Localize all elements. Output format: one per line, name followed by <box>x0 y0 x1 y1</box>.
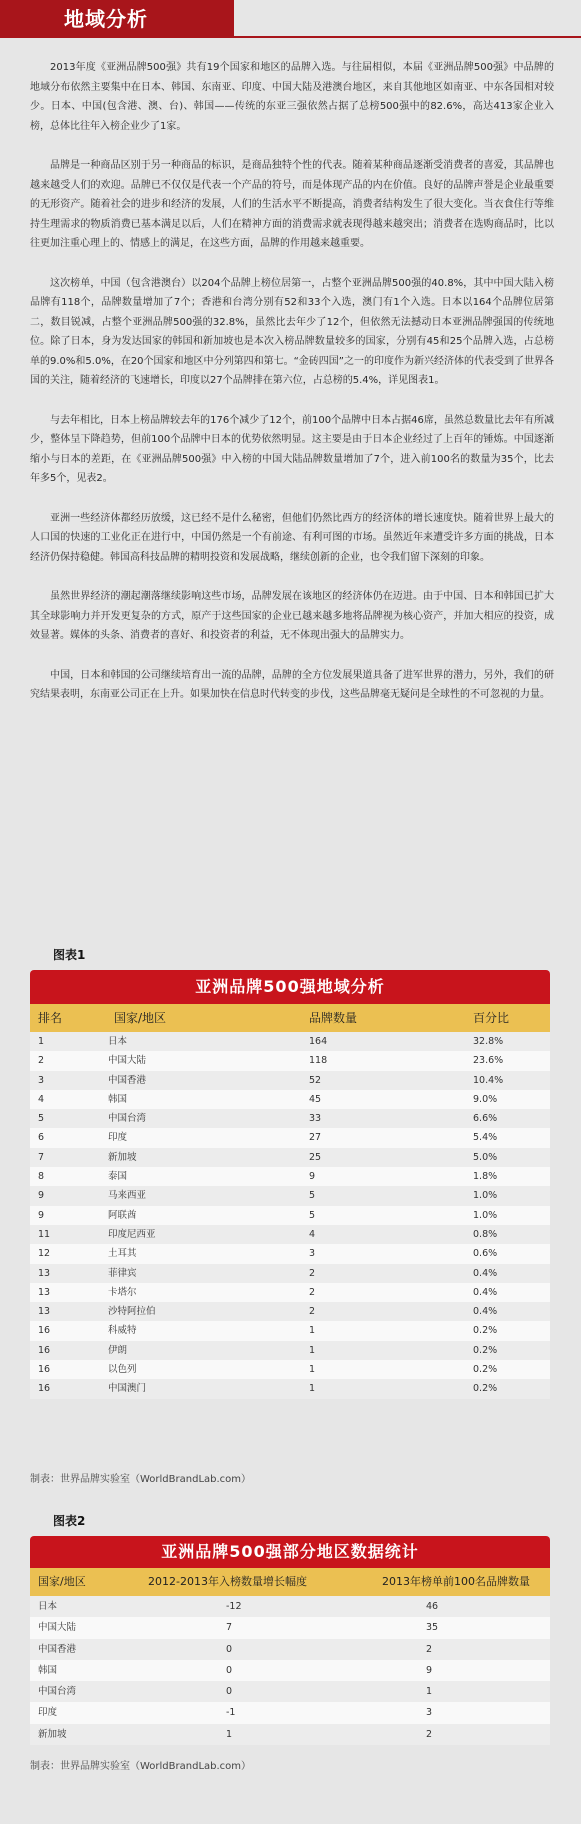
percent-cell: 0.2% <box>473 1364 498 1376</box>
rank-cell: 16 <box>38 1344 51 1356</box>
count-cell: 52 <box>309 1074 322 1086</box>
top100-cell: 2 <box>426 1728 433 1740</box>
growth-cell: 0 <box>226 1664 233 1676</box>
figure2-body <box>30 1596 550 1745</box>
region-cell: 土耳其 <box>108 1248 137 1260</box>
paragraph: 中国，日本和韩国的公司继续培育出一流的品牌，品牌的全方位发展果道具备了进军世界的潜力，另外，我们的研究结果表明，东南亚公司正在上升。如果加快在信息时代转变的步伐，这些品牌毫无疑问是全球性的不可忽视的力量。 <box>30 669 554 700</box>
growth-cell: -1 <box>226 1707 236 1719</box>
rank-cell: 13 <box>38 1286 51 1298</box>
table-row <box>30 1167 550 1186</box>
col-header-count: 品牌数量 <box>309 1011 358 1025</box>
rank-cell: 9 <box>38 1190 45 1202</box>
region-cell: 中国澳门 <box>108 1383 147 1395</box>
region-cell: 泰国 <box>108 1171 128 1183</box>
count-cell: 5 <box>309 1190 316 1202</box>
table-row <box>30 1341 550 1360</box>
col-header-growth: 2012-2013年入榜数量增长幅度 <box>148 1575 307 1588</box>
count-cell: 118 <box>309 1055 328 1067</box>
region-cell: 以色列 <box>108 1364 137 1376</box>
count-cell: 2 <box>309 1306 316 1318</box>
table-row <box>30 1225 550 1244</box>
header-divider <box>0 36 581 38</box>
percent-cell: 5.4% <box>473 1132 498 1144</box>
top100-cell: 1 <box>426 1686 433 1698</box>
percent-cell: 9.0% <box>473 1093 498 1105</box>
region-cell: 中国香港 <box>108 1074 147 1086</box>
region-cell: 伊朗 <box>108 1344 128 1356</box>
table-row <box>30 1186 550 1205</box>
region-cell: 新加坡 <box>38 1728 67 1740</box>
region-cell: 日本 <box>108 1036 128 1047</box>
rank-cell: 2 <box>38 1055 45 1067</box>
paragraph: 与去年相比，日本上榜品牌较去年的176个减少了12个，前100个品牌中日本占据46席，虽然总数量比去年有所减少，整体呈下降趋势，但前100个品牌中日本的优势依然明显。这主要是由于日本企业经过了上百年的锤炼。中国逐渐缩小与日本的差距，在《亚洲品牌500强》中入榜的中国大陆品牌数量增加了7个，进入前100名的数量为35个，比去年多5个，见表2。 <box>30 414 554 484</box>
region-cell: 印度 <box>38 1707 58 1719</box>
region-cell: 印度 <box>108 1132 128 1144</box>
rank-cell: 16 <box>38 1325 51 1337</box>
table-row <box>30 1660 550 1681</box>
col-header-rank: 排名 <box>38 1011 63 1025</box>
col-header-region: 国家/地区 <box>38 1575 86 1588</box>
table-row <box>30 1109 550 1128</box>
percent-cell: 0.4% <box>473 1306 498 1318</box>
article-body <box>30 58 554 725</box>
region-cell: 韩国 <box>108 1093 128 1105</box>
count-cell: 1 <box>309 1364 316 1376</box>
rank-cell: 4 <box>38 1093 45 1105</box>
section-header <box>0 0 581 38</box>
growth-cell: 1 <box>226 1728 233 1740</box>
table-row <box>30 1283 550 1302</box>
rank-cell: 16 <box>38 1364 51 1376</box>
count-cell: 2 <box>309 1286 316 1298</box>
rank-cell: 7 <box>38 1151 45 1163</box>
count-cell: 45 <box>309 1093 322 1105</box>
figure1-body <box>30 1032 550 1399</box>
region-cell: 科威特 <box>108 1325 137 1337</box>
rank-cell: 3 <box>38 1074 45 1086</box>
region-cell: 日本 <box>38 1601 58 1612</box>
col-header-top100: 2013年榜单前100名品牌数量 <box>382 1575 530 1588</box>
count-cell: 164 <box>309 1036 328 1047</box>
table-row <box>30 1051 550 1070</box>
table-row <box>30 1128 550 1147</box>
top100-cell: 35 <box>426 1622 439 1634</box>
table-row <box>30 1681 550 1702</box>
region-cell: 中国大陆 <box>38 1622 77 1634</box>
growth-cell: 7 <box>226 1622 233 1634</box>
percent-cell: 0.2% <box>473 1325 498 1337</box>
paragraph: 2013年度《亚洲品牌500强》共有19个国家和地区的品牌入选。与往届相似，本届《亚洲品牌500强》中品牌的地域分布依然主要集中在日本、韩国、东南亚、印度、中国大陆及港澳台地区，来自其他地区如南亚、中东各国相对较少。日本、中国(包含港、澳、台)、韩国——传统的东亚三强依然占据了总榜500强中的82.6%，高达413家企业入榜，总体比往年入榜企业少了1家。 <box>30 62 554 132</box>
figure1-note: 制表：世界品牌实验室（WorldBrandLab.com） <box>30 1474 252 1485</box>
percent-cell: 10.4% <box>473 1074 504 1086</box>
region-cell: 印度尼西亚 <box>108 1228 156 1240</box>
paragraph: 虽然世界经济的潮起潮落继续影响这些市场，品牌发展在该地区的经济体仍在迈进。由于中国、日本和韩国已扩大其全球影响力并开发更复杂的方式，原产于这些国家的企业已越来越多地将品牌视为核心资产，并加大相应的投资，成效显著。媒体的头条、消费者的喜好、和投资者的利益，无不体现出强大的品牌实力。 <box>30 591 554 641</box>
figure1-header-row <box>30 1004 550 1032</box>
rank-cell: 11 <box>38 1228 51 1240</box>
table-row <box>30 1071 550 1090</box>
count-cell: 25 <box>309 1151 322 1163</box>
percent-cell: 6.6% <box>473 1113 498 1125</box>
table-row <box>30 1639 550 1660</box>
percent-cell: 1.0% <box>473 1190 498 1202</box>
region-cell: 阿联酋 <box>108 1209 137 1221</box>
rank-cell: 12 <box>38 1248 51 1260</box>
top100-cell: 9 <box>426 1664 433 1676</box>
table-row <box>30 1032 550 1051</box>
growth-cell: -12 <box>226 1601 242 1612</box>
top100-cell: 2 <box>426 1643 433 1655</box>
region-cell: 中国香港 <box>38 1643 77 1655</box>
table-row <box>30 1321 550 1340</box>
col-header-percent: 百分比 <box>473 1011 510 1025</box>
rank-cell: 1 <box>38 1036 45 1047</box>
figure1-label: 图表1 <box>53 948 86 962</box>
table-row <box>30 1596 550 1617</box>
percent-cell: 1.8% <box>473 1171 498 1183</box>
table-row <box>30 1360 550 1379</box>
top100-cell: 3 <box>426 1707 433 1719</box>
region-cell: 中国大陆 <box>108 1055 147 1067</box>
count-cell: 4 <box>309 1228 316 1240</box>
table-row <box>30 1379 550 1398</box>
percent-cell: 32.8% <box>473 1036 504 1047</box>
table-row <box>30 1244 550 1263</box>
count-cell: 1 <box>309 1344 316 1356</box>
region-cell: 中国台湾 <box>108 1113 147 1125</box>
table-row <box>30 1702 550 1723</box>
figure2-header-row <box>30 1568 550 1596</box>
percent-cell: 1.0% <box>473 1209 498 1221</box>
count-cell: 9 <box>309 1171 316 1183</box>
region-cell: 韩国 <box>38 1664 58 1676</box>
table-row <box>30 1090 550 1109</box>
percent-cell: 23.6% <box>473 1055 504 1067</box>
percent-cell: 0.4% <box>473 1286 498 1298</box>
figure2-table <box>30 1536 550 1745</box>
rank-cell: 5 <box>38 1113 45 1125</box>
paragraph: 品牌是一种商品区别于另一种商品的标识，是商品独特个性的代表。随着某种商品逐渐受消费者的喜爱，其品牌也越来越受人们的欢迎。品牌已不仅仅是代表一个产品的符号，而是体现产品的内在价值。良好的品牌声誉是企业最重要的无形资产。随着社会的进步和经济的发展，人们的生活水平不断提高，消费者结构发生了很大变化。当衣食住行等维持生理需求的物质消费已基本满足以后，人们在精神方面的消费需求就表现得越来越突出；消费者在选购商品时，比以往更加注重心理上的、情感上的满足，在这些方面，品牌的作用越来越重要。 <box>30 160 554 249</box>
region-cell: 中国台湾 <box>38 1686 77 1698</box>
figure1-table <box>30 970 550 1399</box>
percent-cell: 5.0% <box>473 1151 498 1163</box>
region-cell: 新加坡 <box>108 1151 137 1163</box>
table-row <box>30 1617 550 1638</box>
region-cell: 沙特阿拉伯 <box>108 1306 156 1318</box>
region-cell: 马来西亚 <box>108 1190 147 1202</box>
table-row <box>30 1206 550 1225</box>
count-cell: 33 <box>309 1113 322 1125</box>
percent-cell: 0.8% <box>473 1228 498 1240</box>
percent-cell: 0.6% <box>473 1248 498 1260</box>
rank-cell: 8 <box>38 1171 45 1183</box>
figure2-title: 亚洲品牌500强部分地区数据统计 <box>30 1536 550 1568</box>
region-cell: 卡塔尔 <box>108 1286 137 1298</box>
table-row <box>30 1724 550 1745</box>
growth-cell: 0 <box>226 1643 233 1655</box>
count-cell: 27 <box>309 1132 322 1144</box>
percent-cell: 0.2% <box>473 1383 498 1395</box>
rank-cell: 13 <box>38 1267 51 1279</box>
paragraph: 这次榜单，中国（包含港澳台）以204个品牌上榜位居第一，占整个亚洲品牌500强的40.8%，其中中国大陆入榜品牌有118个，品牌数量增加了7个；香港和台湾分别有52和33个入选，澳门有1个入选。日本以164个品牌位居第二，数目锐减，占整个亚洲品牌500强的32.8%，虽然比去年少了12个，但依然无法撼动日本亚洲品牌强国的传统地位。除了日本，身为发达国家的韩国和新加坡也是本次入榜品牌数量较多的国家，分别有45和25个品牌入选，占总榜单的9.0%和5.0%，在20个国家和地区中分列第四和第七。“金砖四国”之一的印度作为新兴经济体的代表受到了世界各国的关注，随着经济的飞速增长，印度以27个品牌排在第六位，占总榜的5.4%，详见图表1。 <box>30 277 554 386</box>
count-cell: 5 <box>309 1209 316 1221</box>
rank-cell: 13 <box>38 1306 51 1318</box>
rank-cell: 16 <box>38 1383 51 1395</box>
figure2-label: 图表2 <box>53 1514 86 1528</box>
paragraph: 亚洲一些经济体都经历放缓，这已经不是什么秘密，但他们仍然比西方的经济体的增长速度快。随着世界上最大的人口国的快速的工业化正在进行中，中国仍然是一个有前途、有利可图的市场。虽然近年来遭受许多方面的挑战，日本经济仍保持稳健。韩国高科技品牌的精明投资和发展战略，继续创新的企业，也令我们留下深刻的印象。 <box>30 512 554 563</box>
figure2-note: 制表：世界品牌实验室（WorldBrandLab.com） <box>30 1761 252 1772</box>
table-row <box>30 1302 550 1321</box>
top100-cell: 46 <box>426 1601 439 1612</box>
percent-cell: 0.4% <box>473 1267 498 1279</box>
table-row <box>30 1264 550 1283</box>
growth-cell: 0 <box>226 1686 233 1698</box>
count-cell: 2 <box>309 1267 316 1279</box>
section-title: 地域分析 <box>64 7 148 31</box>
figure1-title: 亚洲品牌500强地域分析 <box>30 970 550 1004</box>
table-row <box>30 1148 550 1167</box>
rank-cell: 6 <box>38 1132 45 1144</box>
count-cell: 1 <box>309 1325 316 1337</box>
rank-cell: 9 <box>38 1209 45 1221</box>
count-cell: 3 <box>309 1248 316 1260</box>
region-cell: 菲律宾 <box>108 1267 137 1279</box>
col-header-region: 国家/地区 <box>114 1011 167 1025</box>
count-cell: 1 <box>309 1383 316 1395</box>
percent-cell: 0.2% <box>473 1344 498 1356</box>
